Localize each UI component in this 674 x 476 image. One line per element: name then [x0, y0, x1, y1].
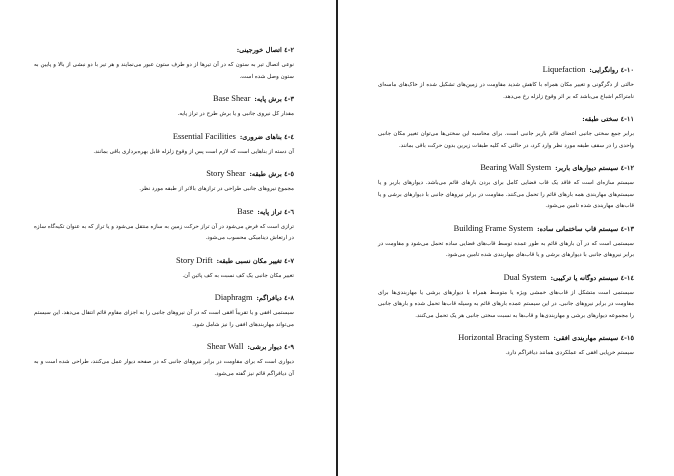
- entry-body: ترازی است که فرض می‌شود در آن تراز حرکت زمین به سازه منتقل می‌شود و یا تراز که به عنوان تکیه‌گاه سازه در ارتعاش دینامیکی محسوب می‌شود.: [34, 223, 294, 241]
- entry-english-term: Base: [237, 206, 254, 216]
- left-page: [0, 0, 336, 476]
- definition-entry: [378, 113, 634, 152]
- entry-body: مجموع نیروهای جانبی طراحی در ترازهای بالاتر از طبقه مورد نظر.: [139, 186, 294, 192]
- entry-body: سیستمی است متشکل از قاب‌های خمشی ویژه یا متوسط همراه با دیوارهای برشی یا مهاربندی‌ها برای مقاومت در برابر نیروهای جانبی. در این سیستم عمده بارهای قائم به وسیله قاب‌ها تحمل شده و بارهای جانبی را مجموعه دیوارهای برشی و مهاربندی‌ها و قاب‌ها به نسبت سختی جانبی هر یک تحمل می‌کنند.: [378, 289, 634, 319]
- entry-body: سیستمی افقی و یا تقریباً افقی است که در آن نیروهای جانبی را به اجزای مقاوم قائم انتقال می‌دهد. این سیستم می‌تواند مهاربندهای افقی را نیز شامل شود.: [34, 310, 294, 328]
- entry-heading: [34, 44, 294, 56]
- entry-body: حالتی از دگرگونی و تغییر مکان همراه با کاهش شدید مقاومت در زمین‌های تشکیل شده از خاک‌های ماسه‌ای نامتراکم اشباع می‌باشد که بر اثر وقوع زلزله رخ می‌دهد.: [378, 82, 634, 100]
- definition-entry: [34, 341, 294, 380]
- definition-entry: [378, 332, 634, 360]
- right-page: [338, 0, 674, 476]
- entry-english-term: Essential Facilities: [172, 131, 236, 141]
- entry-body: سیستم خرپایی افقی که عملکردی همانند دیافراگم دارد.: [505, 350, 634, 356]
- entry-heading: [34, 93, 294, 105]
- definition-entry: [378, 64, 634, 103]
- entry-english-term: Base Shear: [212, 94, 251, 103]
- entry-number-title: ٦-٤ تراز پایه:: [257, 207, 294, 216]
- entry-english-term: Shear Wall: [206, 342, 244, 351]
- entry-heading: [378, 272, 634, 284]
- entry-number-title: ۱۲-٤ سیستم دیوارهای باربر:: [555, 164, 634, 172]
- entry-number-title: ۳-٤ برش پایه:: [254, 95, 294, 103]
- entry-body: نوعی اتصال تیر به ستون که در آن تیرها از دو طرف ستون عبور می‌نمایند و هر تیر با دو نبشی از بالا و پایین به ستون وصل شده است.: [34, 62, 294, 80]
- definition-entry: [34, 206, 294, 245]
- entry-heading: [378, 64, 634, 76]
- entry-number-title: ۱۱-٤ سختی طبقه:: [582, 115, 634, 123]
- entry-heading: [34, 168, 294, 180]
- entry-heading: [378, 162, 634, 174]
- entry-heading: [34, 131, 294, 143]
- entry-english-term: Liquefaction: [542, 65, 586, 74]
- definition-entry: [34, 131, 294, 159]
- entry-english-term: Dual System: [503, 272, 547, 282]
- entry-english-term: Building Frame System: [453, 223, 534, 233]
- definition-entry: [378, 272, 634, 323]
- entry-english-term: Bearing Wall System: [480, 163, 552, 172]
- entry-number-title: ٤-٤ بناهای ضروری:: [239, 132, 294, 141]
- entry-body: آن دسته از بناهایی است که لازم است پس از وقوع زلزله قابل بهره‌برداری باقی بمانند.: [93, 148, 294, 155]
- definition-entry: [34, 255, 294, 283]
- entry-heading: [378, 223, 634, 235]
- entry-body: سیستم سازه‌ای است که فاقد یک قاب فضایی کامل برای بردن بارهای قائم می‌باشد. دیوارهای باربر و یا سیستم‌های مهاربندی همه بارهای قائم را تحمل می‌کنند. مقاومت در برابر نیروهای جانبی با دیوارهای برشی و یا قاب‌های مهاربندی شده تامین می‌شود.: [378, 180, 634, 209]
- entry-number-title: ۹-٤ دیوار برشی:: [247, 343, 294, 351]
- entry-number-title: ۱۰-٤ روانگرایی:: [589, 66, 634, 74]
- definition-entry: [34, 93, 294, 121]
- entry-english-term: Story Drift: [176, 255, 213, 265]
- entry-body: مقدار کل نیروی جانبی و یا برش طرح در تراز پایه.: [177, 111, 294, 117]
- entry-heading: [34, 341, 294, 353]
- entry-number-title: ۲-٤ اتصال خورجینی:: [236, 46, 294, 54]
- entry-number-title: ۱۳-٤ سیستم قاب ساختمانی ساده:: [537, 224, 634, 233]
- entry-body: تغییر مکان جانبی یک کف نسبت به کف پائین آن.: [182, 272, 294, 279]
- entry-heading: [34, 292, 294, 304]
- entry-body: سیستمی است که در آن بارهای قائم به طور عمده توسط قاب‌های فضایی ساده تحمل می‌شود و مقاومت در برابر نیروهای جانبی با دیوارهای برشی و یا قاب‌های مهاربندی شده تامین می‌شود.: [378, 240, 634, 258]
- entry-number-title: ۷-٤ تغییر مکان نسبی طبقه:: [216, 256, 294, 265]
- entry-english-term: Story Shear: [206, 169, 246, 178]
- entry-heading: [34, 255, 294, 267]
- entry-number-title: ۸-٤ دیافراگم:: [256, 294, 294, 302]
- entry-body: برابر جمع سختی جانبی اعضای قائم باربر جانبی است. برای محاسبه این سختی‌ها می‌توان تغییر مکان جانبی واحدی را در سقف طبقه مورد نظر وارد کرد، در حالتی که کلیه طبقات زیرین بدون حرکت باقی بمانند.: [378, 131, 634, 149]
- definition-entry: [34, 44, 294, 83]
- definition-entry: [34, 292, 294, 331]
- entry-number-title: ۱٤-٤ سیستم دوگانه یا ترکیبی:: [550, 273, 634, 282]
- definition-entry: [378, 223, 634, 262]
- definition-entry: [34, 168, 294, 196]
- entry-heading: [378, 113, 634, 125]
- entry-english-term: Diaphragm: [214, 293, 253, 302]
- entry-english-term: Horizontal Bracing System: [458, 333, 550, 342]
- entry-heading: [34, 206, 294, 218]
- definition-entry: [378, 162, 634, 213]
- entry-number-title: ۱٥-٤ سیستم مهاربندی افقی:: [553, 334, 634, 342]
- entry-number-title: ٥-٤ برش طبقه:: [249, 170, 294, 178]
- entry-heading: [378, 332, 634, 344]
- entry-body: دیواری است که برای مقاومت در برابر نیروهای جانبی که در صفحه دیوار عمل می‌کنند، طراحی شده است و به آن دیافراگم قائم نیز گفته می‌شود.: [34, 359, 294, 377]
